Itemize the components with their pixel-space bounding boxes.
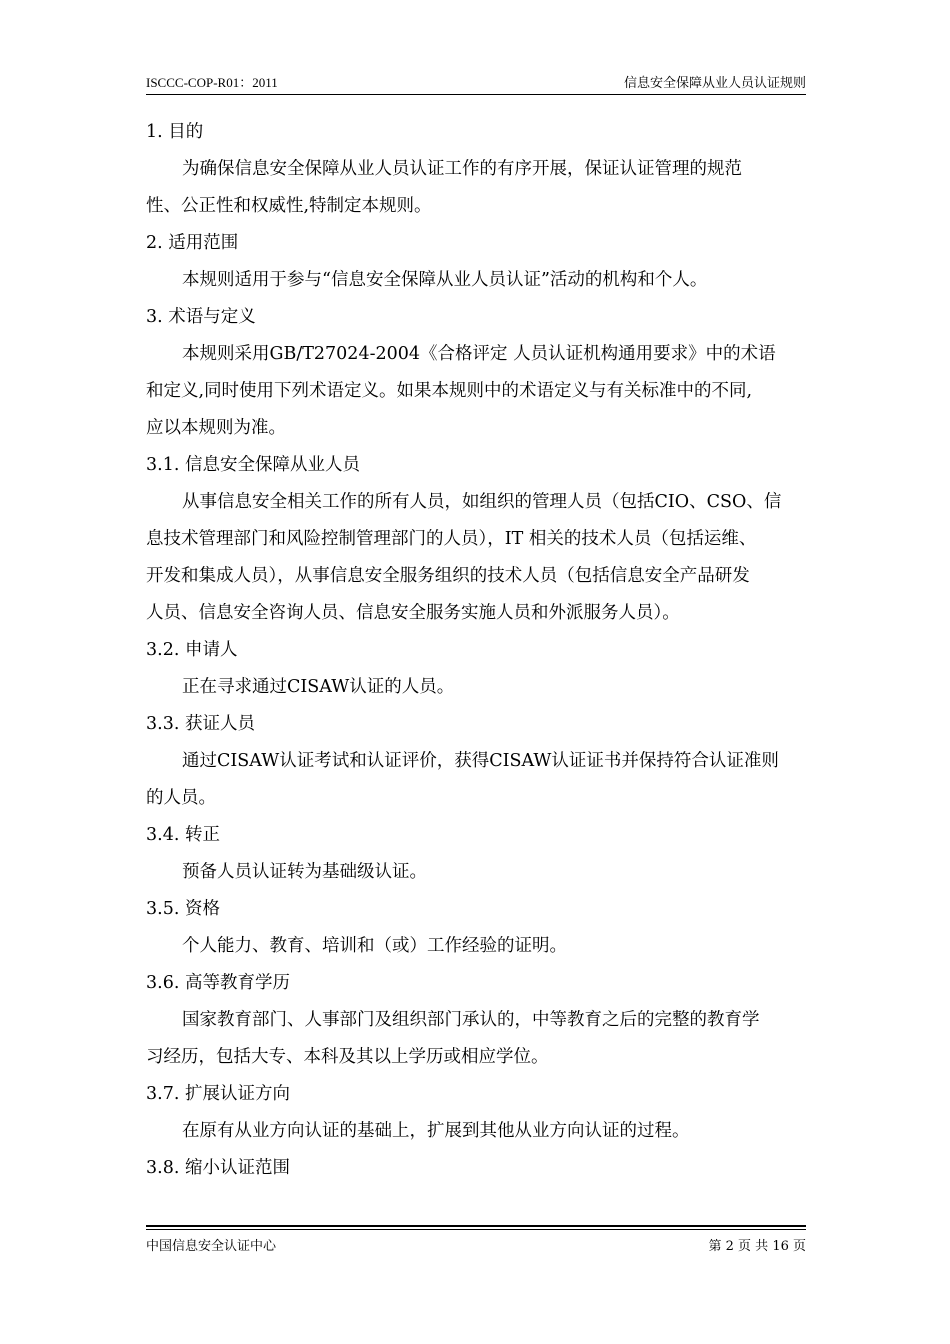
paragraph-line: 为确保信息安全保障从业人员认证工作的有序开展，保证认证管理的规范	[182, 159, 742, 179]
section-3-4-heading: 3.4. 转正	[146, 825, 220, 845]
section-3-3-heading: 3.3. 获证人员	[146, 714, 255, 734]
paragraph-line: 本规则采用GB/T27024-2004《合格评定 人员认证机构通用要求》中的术语	[182, 344, 776, 364]
section-3-7-heading: 3.7. 扩展认证方向	[146, 1084, 290, 1104]
paragraph-line: 在原有从业方向认证的基础上，扩展到其他从业方向认证的过程。	[182, 1121, 690, 1141]
paragraph-line: 通过CISAW认证考试和认证评价，获得CISAW认证证书并保持符合认证准则	[182, 751, 779, 771]
doc-title: 信息安全保障从业人员认证规则	[623, 76, 806, 91]
section-3-6-heading: 3.6. 高等教育学历	[146, 973, 290, 993]
paragraph-line: 国家教育部门、人事部门及组织部门承认的，中等教育之后的完整的教育学	[182, 1010, 760, 1030]
paragraph-line: 本规则适用于参与“信息安全保障从业人员认证”活动的机构和个人。	[182, 270, 708, 290]
paragraph-line: 人员、信息安全咨询人员、信息安全服务实施人员和外派服务人员）。	[146, 603, 680, 623]
paragraph-line: 正在寻求通过CISAW认证的人员。	[182, 677, 455, 697]
paragraph-line: 性、公正性和权威性,特制定本规则。	[146, 196, 432, 216]
paragraph-line: 息技术管理部门和风险控制管理部门的人员），IT 相关的技术人员（包括运维、	[146, 529, 757, 549]
doc-code: ISCCC-COP-R01：2011	[146, 75, 278, 90]
footer-divider	[146, 1229, 806, 1230]
paragraph-line: 和定义,同时使用下列术语定义。如果本规则中的术语定义与有关标准中的不同,	[146, 381, 753, 401]
paragraph-line: 应以本规则为准。	[146, 418, 286, 438]
paragraph-line: 习经历，包括大专、本科及其以上学历或相应学位。	[146, 1047, 549, 1067]
paragraph-line: 从事信息安全相关工作的所有人员，如组织的管理人员（包括CIO、CSO、信	[182, 492, 782, 512]
footer-divider	[146, 1225, 806, 1227]
section-3-1-heading: 3.1. 信息安全保障从业人员	[146, 455, 360, 475]
header-divider	[146, 94, 806, 95]
section-3-5-heading: 3.5. 资格	[146, 899, 220, 919]
section-3-8-heading: 3.8. 缩小认证范围	[146, 1158, 290, 1178]
page-footer	[146, 1233, 806, 1253]
paragraph-line: 个人能力、教育、培训和（或）工作经验的证明。	[182, 936, 567, 956]
organization-name: 中国信息安全认证中心	[146, 1239, 277, 1254]
paragraph-line: 开发和集成人员），从事信息安全服务组织的技术人员（包括信息安全产品研发	[146, 566, 750, 586]
section-2-heading: 2. 适用范围	[146, 233, 239, 253]
paragraph-line: 的人员。	[146, 788, 216, 808]
section-1-heading: 1. 目的	[146, 122, 204, 142]
section-3-heading: 3. 术语与定义	[146, 307, 256, 327]
section-3-2-heading: 3.2. 申请人	[146, 640, 238, 660]
page-number: 第 2 页 共 16 页	[708, 1239, 806, 1254]
page-header	[146, 70, 806, 92]
paragraph-line: 预备人员认证转为基础级认证。	[182, 862, 427, 882]
